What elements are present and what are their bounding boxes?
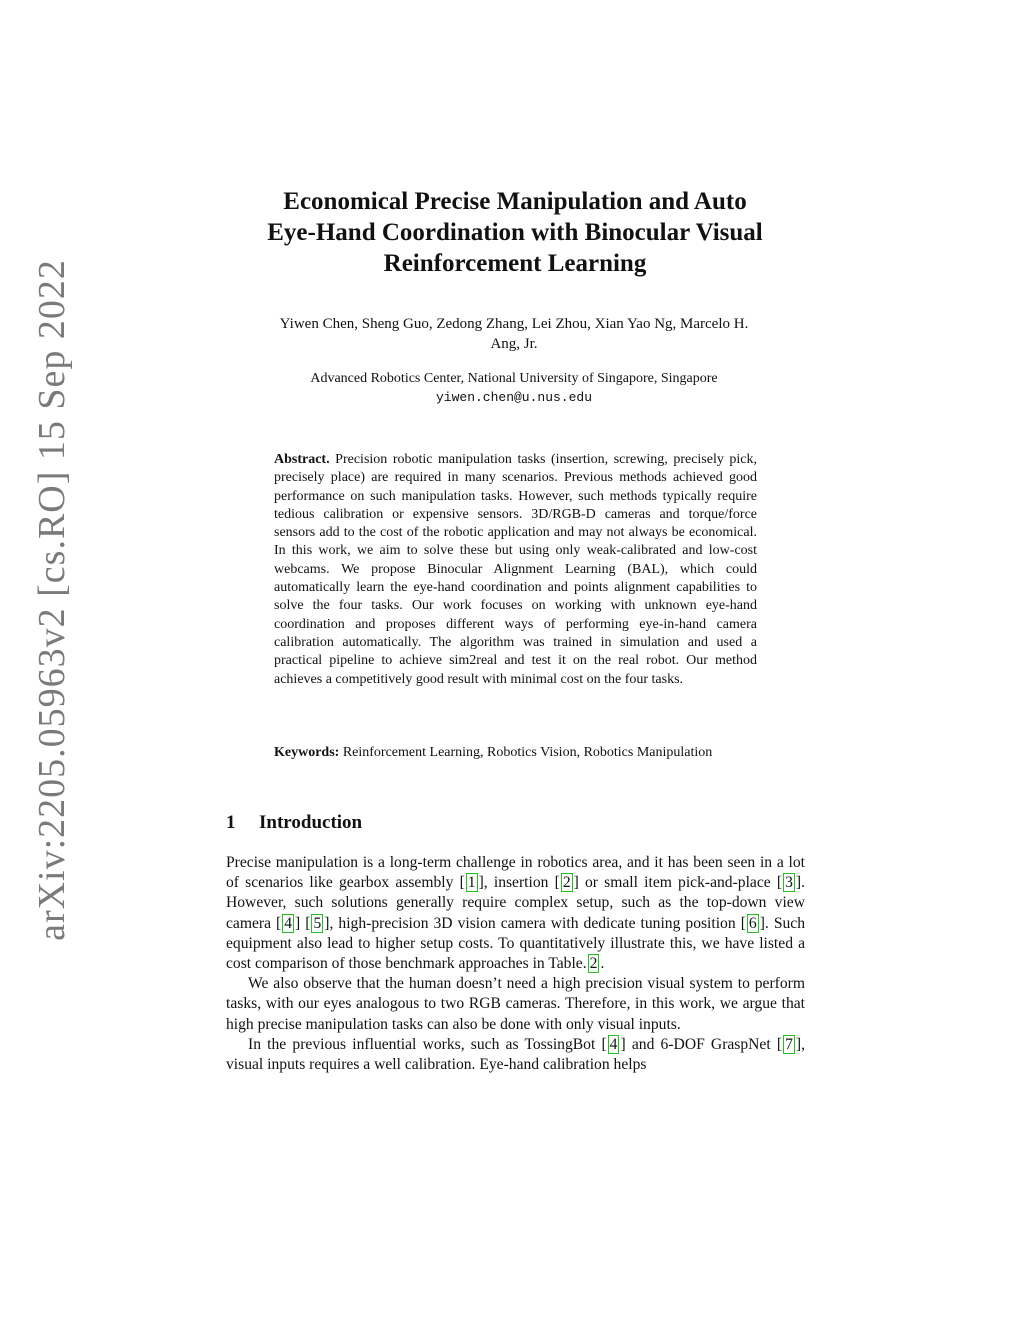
paragraph-text: Precise manipulation is a long-term challenge in robotics area, and it has been seen in a lot of scenarios like gearbox assembly bbox=[226, 854, 805, 892]
paragraph-text bbox=[300, 915, 305, 932]
paragraph-2: We also observe that the human doesn’t need a high precision visual system to perform tasks, with our eyes analogous to two RGB cameras. Therefore, in this work, we argue that high precise manipulation tasks can also be done with only visual inputs. bbox=[226, 975, 805, 1033]
table-reference-link[interactable]: 2 bbox=[589, 955, 598, 973]
citation-link[interactable]: 4 bbox=[609, 1035, 618, 1053]
abstract-text: Precision robotic manipulation tasks (insertion, screwing, precisely pick, precisely place) are required in many scenarios. Previous methods achieved good performance on such manipulation tasks. However, such methods typically require tedious calibration or expensive sensors. 3D/RGB-D cameras and torque/force sensors add to the cost of the robotic application and may not always be economical. In this work, we aim to solve these but using only weak-calibrated and low-cost webcams. We propose Binocular Alignment Learning (BAL), which could automatically learn the eye-hand coordination and points alignment capabilities to solve the four tasks. Our work focuses on working with unknown eye-hand coordination and proposes different ways of performing eye-in-hand camera calibration automatically. The algorithm was trained in simulation and used a practical pipeline to achieve sim2real and test it on the real robot. Our method achieves a competitively good result with minimal cost on the four tasks. bbox=[274, 452, 758, 687]
paper-title bbox=[200, 186, 830, 279]
abstract bbox=[274, 451, 757, 689]
paragraph-text: . Such equipment also lead to higher setup costs. To quantitatively illustrate this, we have listed a cost comparison of those benchmark approaches in Table. bbox=[226, 914, 806, 973]
title-line-2: Eye-Hand Coordination with Binocular Visual bbox=[267, 219, 763, 246]
citation-link[interactable]: 2 bbox=[562, 874, 571, 892]
section-heading-introduction bbox=[226, 812, 806, 834]
affiliation: Advanced Robotics Center, National University of Singapore, Singapore bbox=[310, 371, 718, 386]
citation-link[interactable]: 7 bbox=[785, 1035, 793, 1053]
author-email[interactable]: yiwen.chen@u.nus.edu bbox=[435, 390, 593, 405]
title-line-1: Economical Precise Manipulation and Auto bbox=[283, 188, 747, 215]
citation-link[interactable]: 3 bbox=[785, 874, 793, 892]
citation-link[interactable]: 4 bbox=[284, 914, 293, 932]
paragraph-text: , high-precision 3D vision camera with dedicate tuning position bbox=[329, 914, 741, 932]
paragraph-text: . However, such solutions generally require complex setup, such as the top-down view camera bbox=[226, 874, 805, 932]
paragraph-text: and 6-DOF GraspNet bbox=[625, 1035, 777, 1053]
paragraph-3: In the previous influential works, such as TossingBot [ 4 ] and 6-DOF GraspNet [ 7 ], visual inputs requires a well calibration. Eye-hand calibration helps bbox=[226, 1035, 805, 1074]
paragraph-text: In the previous influential works, such as TossingBot bbox=[248, 1035, 602, 1053]
paragraph-text: , visual inputs requires a well calibration. Eye-hand calibration helps bbox=[226, 1035, 805, 1074]
paragraph-text: . bbox=[600, 955, 605, 973]
citation-link[interactable]: 6 bbox=[748, 914, 757, 932]
paragraph-text: or small item pick-and-place bbox=[578, 874, 777, 892]
section-title: Introduction bbox=[259, 812, 363, 833]
keywords-text: Reinforcement Learning, Robotics Vision, Robotics Manipulation bbox=[342, 745, 713, 760]
paragraph-1: Precise manipulation is a long-term challenge in robotics area, and it has been seen in a lot of scenarios like gearbox assembly [ 1 ], insertion [ 2 ] or small item pick-and-place [ 3 ]. However, such solutions generally require complex setup, such as the top-down view camera [ 4 ] [ 5 ], high-precision 3D vision camera with dedicate tuning position [ 6 ]. Such equipment also lead to higher setup costs. To quantitatively illustrate this, we have listed a cost comparison of those benchmark approaches in Table. 2 . bbox=[226, 854, 806, 973]
keywords-label: Keywords: bbox=[274, 745, 340, 760]
author-list bbox=[224, 314, 804, 354]
arxiv-stamp: arXiv:2205.05963v2 [cs.RO] 15 Sep 2022 bbox=[31, 259, 73, 941]
authors-line-2: Ang, Jr. bbox=[490, 336, 538, 352]
keywords bbox=[274, 744, 757, 762]
introduction-body bbox=[226, 853, 805, 1075]
paragraph-text: , insertion bbox=[483, 874, 555, 892]
abstract-label: Abstract. bbox=[274, 452, 330, 467]
section-number: 1 bbox=[226, 812, 236, 833]
citation-link[interactable]: 5 bbox=[313, 914, 322, 932]
authors-line-1: Yiwen Chen, Sheng Guo, Zedong Zhang, Lei Zhou, Xian Yao Ng, Marcelo H. bbox=[279, 316, 749, 332]
citation-link[interactable]: 1 bbox=[467, 874, 476, 892]
title-line-3: Reinforcement Learning bbox=[383, 250, 647, 277]
